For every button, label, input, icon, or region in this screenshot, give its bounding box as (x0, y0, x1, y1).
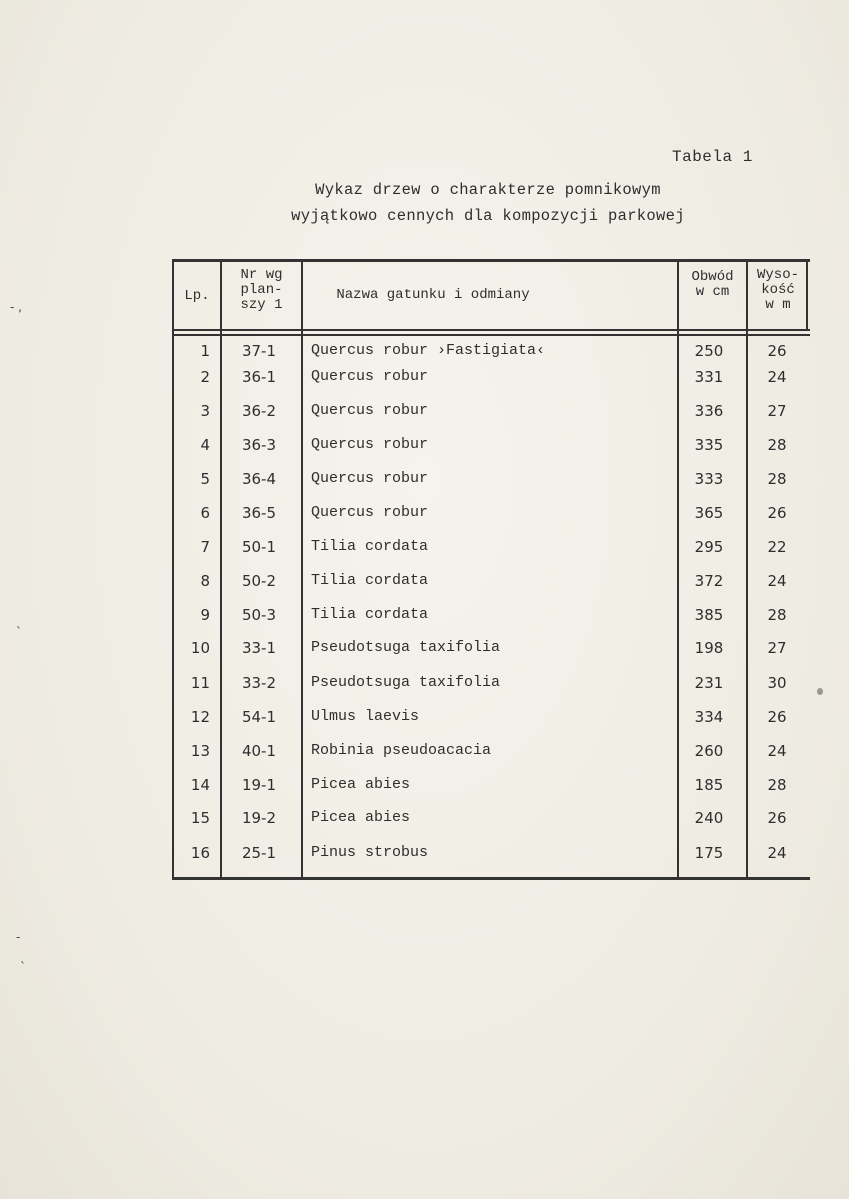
table-number-label: Tabela 1 (672, 148, 753, 166)
cell-circumference: 231 (694, 674, 724, 692)
cell-circumference: 331 (694, 368, 724, 386)
cell-plan-number: 25-1 (241, 844, 277, 862)
cell-plan-number: 50-1 (241, 538, 277, 556)
column-divider-obw (746, 259, 748, 880)
cell-species-name: Quercus robur (311, 436, 429, 453)
cell-lp: 9 (200, 606, 210, 624)
margin-dot-right (817, 688, 823, 695)
cell-plan-number: 50-2 (241, 572, 277, 590)
header-name: Nazwa gatunku i odmiany (336, 287, 530, 303)
cell-circumference: 335 (694, 436, 724, 454)
header-lp: Lp. (184, 288, 210, 304)
cell-plan-number: 19-2 (241, 809, 277, 827)
cell-species-name: Tilia cordata (311, 538, 429, 555)
header-nr: Nr wg plan- szy 1 (240, 267, 283, 313)
cell-plan-number: 36-5 (241, 504, 277, 522)
cell-height: 26 (767, 809, 787, 827)
cell-height: 24 (767, 844, 787, 862)
column-divider-lp (220, 259, 222, 877)
cell-circumference: 372 (694, 572, 724, 590)
cell-species-name: Tilia cordata (311, 606, 429, 623)
cell-height: 28 (767, 606, 787, 624)
cell-species-name: Quercus robur (311, 470, 429, 487)
cell-lp: 10 (190, 639, 210, 657)
margin-mark-left-4: ` (20, 960, 26, 974)
cell-height: 27 (767, 402, 787, 420)
cell-height: 24 (767, 368, 787, 386)
cell-lp: 5 (200, 470, 210, 488)
cell-circumference: 295 (694, 538, 724, 556)
cell-circumference: 260 (694, 742, 724, 760)
cell-lp: 15 (190, 809, 210, 827)
cell-species-name: Picea abies (311, 776, 411, 793)
cell-height: 26 (767, 504, 787, 522)
cell-height: 27 (767, 639, 787, 657)
cell-circumference: 240 (694, 809, 724, 827)
cell-plan-number: 36-3 (241, 436, 277, 454)
cell-lp: 16 (190, 844, 210, 862)
margin-mark-left-2: ` (16, 625, 22, 639)
cell-lp: 12 (190, 708, 210, 726)
cell-plan-number: 33-2 (241, 674, 277, 692)
cell-plan-number: 19-1 (241, 776, 277, 794)
cell-species-name: Quercus robur (311, 402, 429, 419)
cell-species-name: Quercus robur (311, 504, 429, 521)
cell-circumference: 198 (694, 639, 724, 657)
cell-plan-number: 36-4 (241, 470, 277, 488)
cell-plan-number: 33-1 (241, 639, 277, 657)
table-header-rule-second (172, 334, 810, 336)
trees-table (172, 259, 810, 881)
cell-species-name: Pseudotsuga taxifolia (311, 674, 501, 691)
table-title-line-2: wyjątkowo cennych dla kompozycji parkowej (291, 207, 685, 225)
cell-lp: 6 (200, 504, 210, 522)
cell-species-name: Robinia pseudoacacia (311, 742, 492, 759)
cell-species-name: Quercus robur (311, 368, 429, 385)
cell-lp: 4 (200, 436, 210, 454)
cell-height: 30 (767, 674, 787, 692)
cell-height: 22 (767, 538, 787, 556)
margin-mark-left-3: - (16, 930, 21, 944)
cell-plan-number: 37-1 (241, 342, 277, 360)
cell-circumference: 385 (694, 606, 724, 624)
cell-species-name: Tilia cordata (311, 572, 429, 589)
cell-lp: 14 (190, 776, 210, 794)
column-divider-nr (301, 259, 303, 877)
cell-lp: 1 (200, 342, 210, 360)
cell-circumference: 175 (694, 844, 724, 862)
cell-plan-number: 50-3 (241, 606, 277, 624)
margin-mark-left-1: - , (10, 300, 22, 314)
table-top-rule (172, 259, 810, 262)
cell-circumference: 333 (694, 470, 724, 488)
cell-plan-number: 54-1 (241, 708, 277, 726)
cell-species-name: Pseudotsuga taxifolia (311, 639, 501, 656)
cell-height: 26 (767, 708, 787, 726)
table-title-line-1: Wykaz drzew o charakterze pomnikowym (315, 181, 661, 199)
cell-height: 24 (767, 572, 787, 590)
table-bottom-rule (172, 877, 810, 880)
cell-height: 28 (767, 436, 787, 454)
cell-species-name: Pinus strobus (311, 844, 429, 861)
cell-lp: 8 (200, 572, 210, 590)
cell-lp: 2 (200, 368, 210, 386)
cell-plan-number: 40-1 (241, 742, 277, 760)
header-obwod: Obwód w cm (691, 269, 734, 300)
cell-species-name: Picea abies (311, 809, 411, 826)
cell-height: 26 (767, 342, 787, 360)
cell-species-name: Quercus robur ›Fastigiata‹ (311, 342, 546, 359)
cell-height: 28 (767, 776, 787, 794)
cell-circumference: 250 (694, 342, 724, 360)
table-header-rule (172, 329, 810, 331)
cell-circumference: 336 (694, 402, 724, 420)
cell-circumference: 185 (694, 776, 724, 794)
cell-lp: 3 (200, 402, 210, 420)
cell-circumference: 334 (694, 708, 724, 726)
cell-lp: 7 (200, 538, 210, 556)
cell-circumference: 365 (694, 504, 724, 522)
cell-lp: 13 (190, 742, 210, 760)
cell-plan-number: 36-1 (241, 368, 277, 386)
cell-height: 24 (767, 742, 787, 760)
header-wysokosc: Wyso- kość w m (756, 267, 799, 313)
cell-height: 28 (767, 470, 787, 488)
cell-lp: 11 (190, 674, 210, 692)
cell-species-name: Ulmus laevis (311, 708, 420, 725)
cell-plan-number: 36-2 (241, 402, 277, 420)
